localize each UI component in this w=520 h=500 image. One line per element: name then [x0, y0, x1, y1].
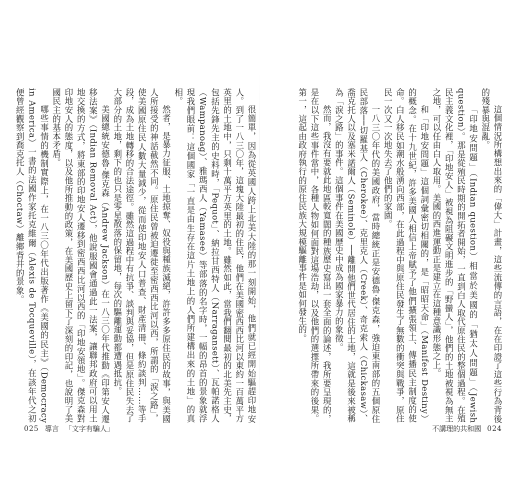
paragraph: 「印地安問題」（Indian question）相當於美國的「猶太人問題」（Jewish question）。那是從殖民時期的開拓者開始，一直到白人取代原住民的整個過程。在殖民主義文化裡，「印地安人」被視為阻礙文明進步的「野蠻人」，他們的土地被視為無主之地，可以任由白人取用。美國的西進運動正是建立在這種意識形態之上。: [431, 88, 479, 423]
section-label: 導言: [44, 425, 59, 433]
paragraph: 哪些事情的機制實際上，在一八三〇年代出版著作《美國的民主》（Democracy in America）一書的法國作家托克維爾（Alexis de Tocqueville），在該年代之初便曾經觀察到喬克托人（Choctaw）離鄉背井的景象。: [15, 88, 50, 423]
right-page-text: [280, 88, 504, 423]
paragraph: 這個情況所構想出來的「偉大」計畫，這些流傳的言語，在在印證了這些行為背後的殘暴與混亂。: [480, 88, 503, 423]
right-page: [268, 78, 504, 478]
page-number: 024: [487, 425, 502, 433]
book-gutter: [259, 70, 260, 440]
left-page-text: [15, 88, 258, 423]
paragraph: 美國總統安德魯·傑克森（Andrew Jackson）在一八三〇年代推動《印第安人遷移法案》（Indian Removal Act），他說服國會通過此一法案，讓聯邦政府可以用土地交換的方式，將東部的印地安人遷移到密西西比河以西的「印地安領地」。傑克森對印地安人的態度，以及他所推動的政策，在美國歷史上留下了深刻的印記，也說明了美國民主的基本矛盾。: [51, 88, 111, 423]
left-page: [15, 78, 258, 478]
paragraph: 然者，是暴力征服、土地掠奪、奴役與種族滅絕，許許多多原住民的故事，與美國人所接受的神話截然不同。原住民曾被迫遷徙至密西西比河以西，所謂的「淚之路」，使美國原住民人數大量減少，從而使印地安人口普查、財產清冊、條約談判……等手段，成為土地轉移的合法途徑。雖然這過程中有抗爭、談判與妥協，但是原住民失去了大部分的土地，剩下的也只是零星散落的保留地，每次的驅離運動都遭遇抵抗。: [112, 88, 172, 423]
running-title: 「文字有騙人」: [64, 425, 114, 433]
paragraph: 一八三〇年代的美國政府，當時總統正是安德魯·傑克森，強迫東南部的五個原住民部落──切羅基人（Cherokee）、克里克人（Creek）、奇克索人（Chickasaw）、喬克托人以及塞米諾爾人（Seminole）──離開他們世代居住的土地，這就是後來被稱為「淚之路」的事件。這個事件在美國歷史中成為國家暴力的象徵。: [334, 88, 381, 423]
left-page-footer: [24, 424, 114, 434]
page-number: 025: [24, 425, 39, 433]
running-title: 不講理的共和國: [432, 425, 482, 433]
paragraph: 然而，我沒有要就此地區較寬闊的種族歷史寫出一套全面的論述，我所要呈現的，是在以下這些事件當中，各種人物如何面對這場浩劫，以及他們的選擇所帶來的後果。第一，這起由政府執行的原住民族大規模驅離事件是如何發生的。: [297, 88, 333, 423]
paragraph: 很簡單，因為從英國人跨上北美大陸的那一刻開始，他們就已經開始驅趕印地安人。到了一八三〇年，這塊大陸最初的住民，他們在美國密西西比河以東約一百萬平方英里的土地中，只剩十萬平方英里的土地。雖然如此，當我們翻閱最初的北美先主史，包括先鋒先主的史料時，「Pequot」、納拉甘西特人（Narragansett）、瓦帕諾格人（Wampanoag）、雅瑪西人（Yamasee）等部落的名字時，一幅的昂首的景象就浮現我們眼前：這個國家「一直是由生存在這片土地上的人們所建構出來的土地」的真相。: [173, 88, 257, 423]
right-page-footer: [432, 424, 502, 434]
paragraph: 和「印地安問題」這個詞彙密切相關的，是「昭昭天命」（Manifest Destiny）的概念。在十九世紀，許多美國人相信上帝賦予了他們擴張領土、傳播民主制度的使命。白人移民如潮水般湧向西部，在此過程中與原住民發生了無數的衝突與戰爭，原住民一次又一次地失去了他們的家園。: [383, 88, 430, 423]
